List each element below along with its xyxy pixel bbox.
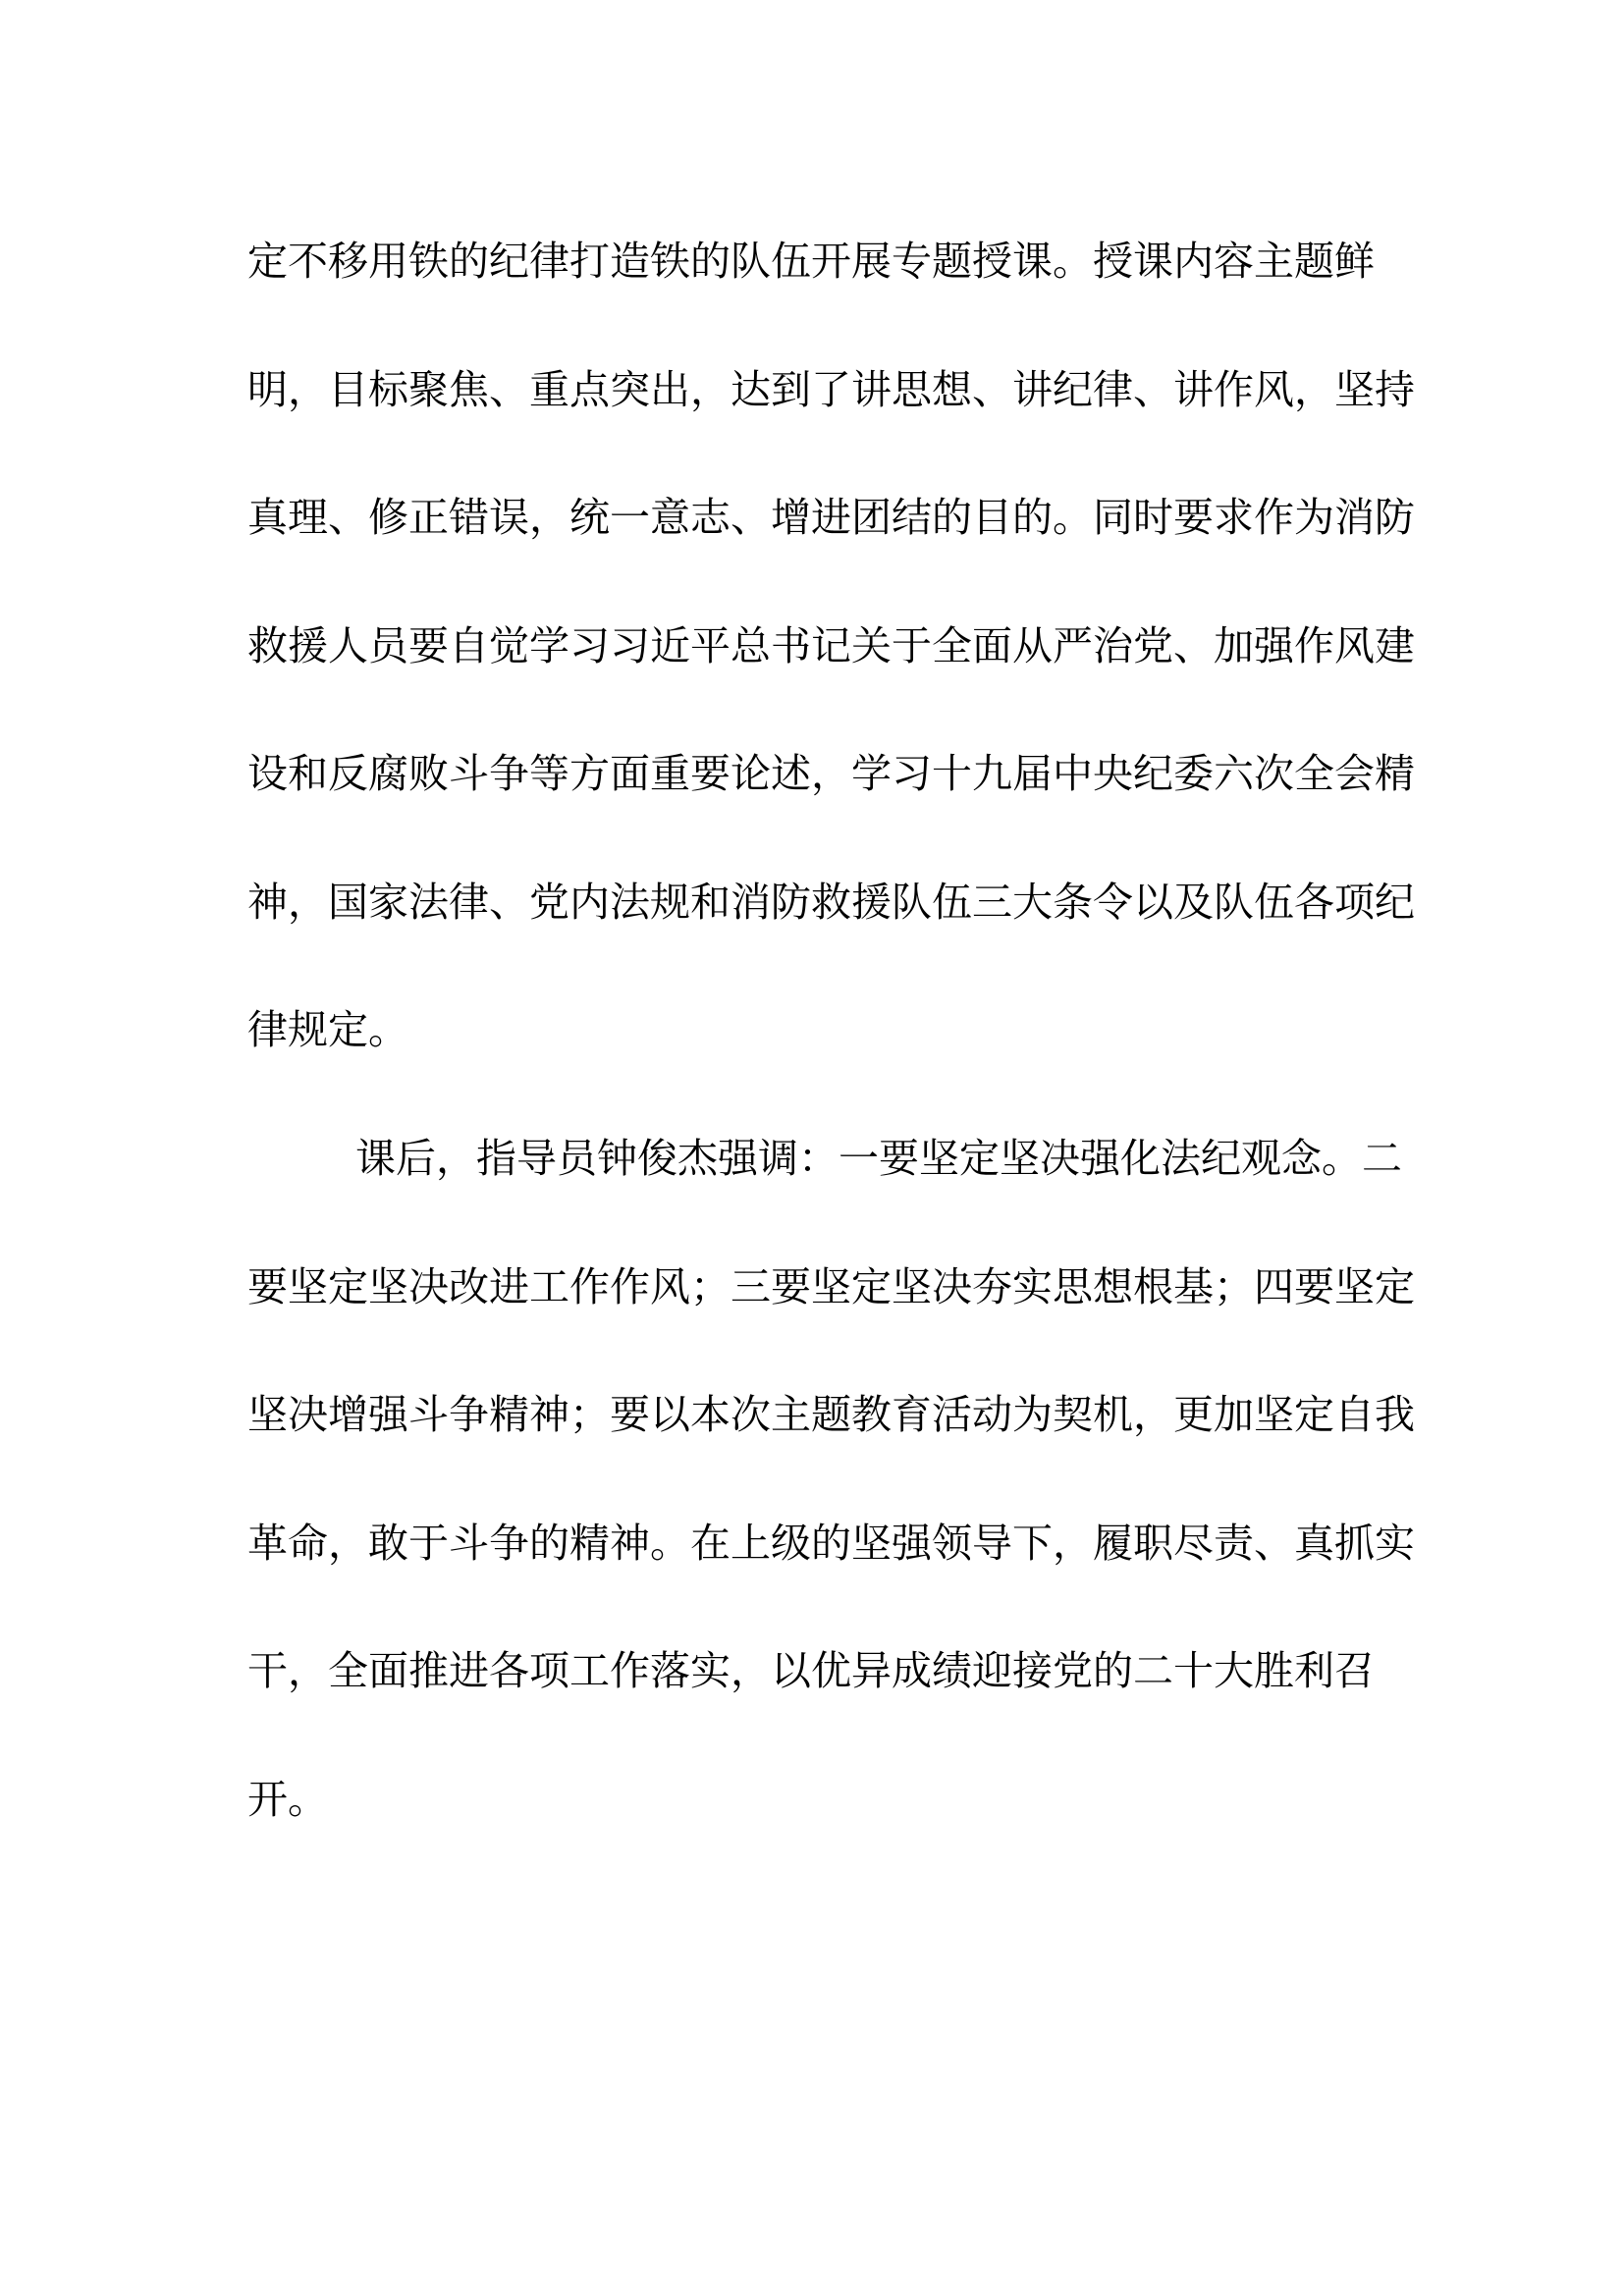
paragraph-1-line-4: 救援人员要自觉学习习近平总书记关于全面从严治党、加强作风建 [247,622,1415,669]
paragraph-1-line-5: 设和反腐败斗争等方面重要论述，学习十九届中央纪委六次全会精 [247,750,1415,797]
paragraph-1-line-3: 真理、修正错误，统一意志、增进团结的目的。同时要求作为消防 [247,494,1415,541]
paragraph-1-line-7: 律规定。 [247,1006,408,1053]
paragraph-1-line-6: 神，国家法律、党内法规和消防救援队伍三大条令以及队伍各项纪 [247,879,1415,926]
paragraph-2-line-4: 革命，敢于斗争的精神。在上级的坚强领导下，履职尽责、真抓实 [247,1520,1415,1567]
paragraph-2-line-1: 课后，指导员钟俊杰强调：一要坚定坚决强化法纪观念。二 [355,1135,1402,1182]
paragraph-2-line-2: 要坚定坚决改进工作作风；三要坚定坚决夯实思想根基；四要坚定 [247,1263,1415,1310]
paragraph-1-line-1: 定不移用铁的纪律打造铁的队伍开展专题授课。授课内容主题鲜 [247,238,1375,285]
paragraph-2-line-5: 干，全面推进各项工作落实，以优异成绩迎接党的二十大胜利召 [247,1647,1375,1694]
paragraph-2-line-6: 开。 [247,1776,328,1823]
paragraph-1-line-2: 明，目标聚焦、重点突出，达到了讲思想、讲纪律、讲作风，坚持 [247,366,1415,413]
paragraph-2-line-3: 坚决增强斗争精神；要以本次主题教育活动为契机，更加坚定自我 [247,1391,1415,1438]
